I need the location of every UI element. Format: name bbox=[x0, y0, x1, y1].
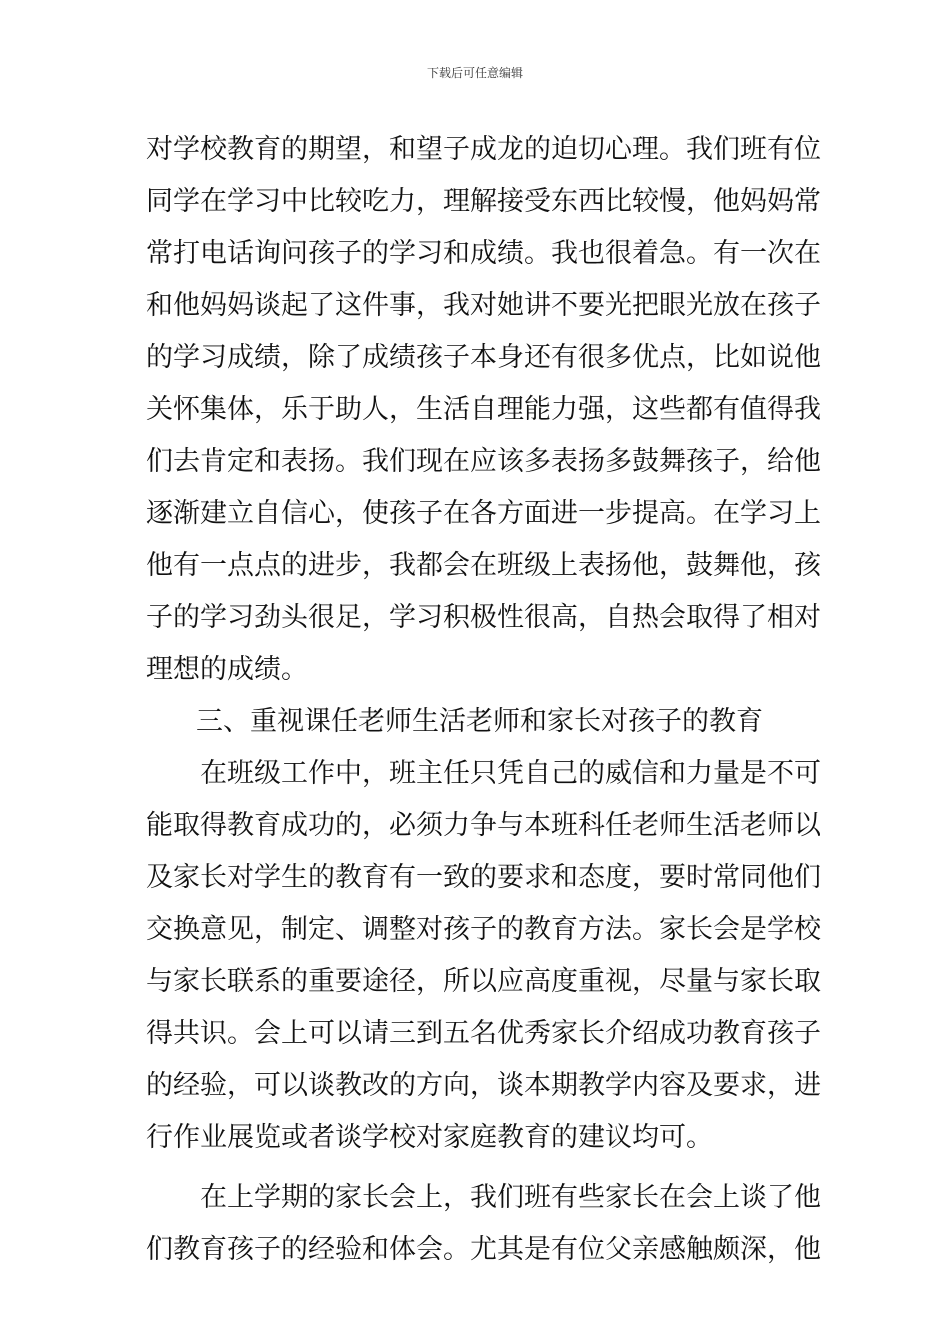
section-heading: 三、重视课任老师生活老师和家长对孩子的教育 bbox=[196, 706, 763, 737]
paragraph-line: 们去肯定和表扬。我们现在应该多表扬多鼓舞孩子，给他 bbox=[146, 446, 821, 477]
paragraph-line: 逐渐建立自信心，使孩子在各方面进一步提高。在学习上 bbox=[146, 498, 821, 529]
paragraph-line: 关怀集体，乐于助人，生活自理能力强，这些都有值得我 bbox=[146, 394, 821, 425]
paragraph-line: 对学校教育的期望，和望子成龙的迫切心理。我们班有位 bbox=[146, 134, 821, 165]
paragraph-line: 他有一点点的进步，我都会在班级上表扬他，鼓舞他，孩 bbox=[146, 550, 821, 581]
paragraph-line: 行作业展览或者谈学校对家庭教育的建议均可。 bbox=[146, 1122, 713, 1153]
page-header: 下载后可任意编辑 bbox=[426, 66, 523, 80]
paragraph-line: 在班级工作中，班主任只凭自己的威信和力量是不可 bbox=[200, 758, 821, 789]
document-body bbox=[146, 124, 821, 1276]
paragraph-line: 同学在学习中比较吃力，理解接受东西比较慢，他妈妈常 bbox=[146, 186, 821, 217]
paragraph-line: 的学习成绩，除了成绩孩子本身还有很多优点，比如说他 bbox=[146, 342, 821, 373]
paragraph-line: 在上学期的家长会上，我们班有些家长在会上谈了他 bbox=[200, 1182, 821, 1213]
paragraph-line: 子的学习劲头很足，学习积极性很高，自热会取得了相对 bbox=[146, 602, 821, 633]
paragraph-line: 们教育孩子的经验和体会。尤其是有位父亲感触颇深，他 bbox=[146, 1234, 821, 1265]
paragraph-spacer bbox=[146, 1164, 814, 1172]
paragraph-line: 和他妈妈谈起了这件事，我对她讲不要光把眼光放在孩子 bbox=[146, 290, 821, 321]
paragraph-line: 交换意见，制定、调整对孩子的教育方法。家长会是学校 bbox=[146, 914, 821, 945]
paragraph-line: 及家长对学生的教育有一致的要求和态度，要时常同他们 bbox=[146, 862, 821, 893]
paragraph-line: 与家长联系的重要途径，所以应高度重视，尽量与家长取 bbox=[146, 966, 821, 997]
paragraph-line: 理想的成绩。 bbox=[146, 654, 308, 685]
paragraph-line: 常打电话询问孩子的学习和成绩。我也很着急。有一次在 bbox=[146, 238, 821, 269]
paragraph-line: 得共识。会上可以请三到五名优秀家长介绍成功教育孩子 bbox=[146, 1018, 821, 1049]
paragraph-line: 的经验，可以谈教改的方向，谈本期教学内容及要求，进 bbox=[146, 1070, 821, 1101]
paragraph-line: 能取得教育成功的，必须力争与本班科任老师生活老师以 bbox=[146, 810, 821, 841]
